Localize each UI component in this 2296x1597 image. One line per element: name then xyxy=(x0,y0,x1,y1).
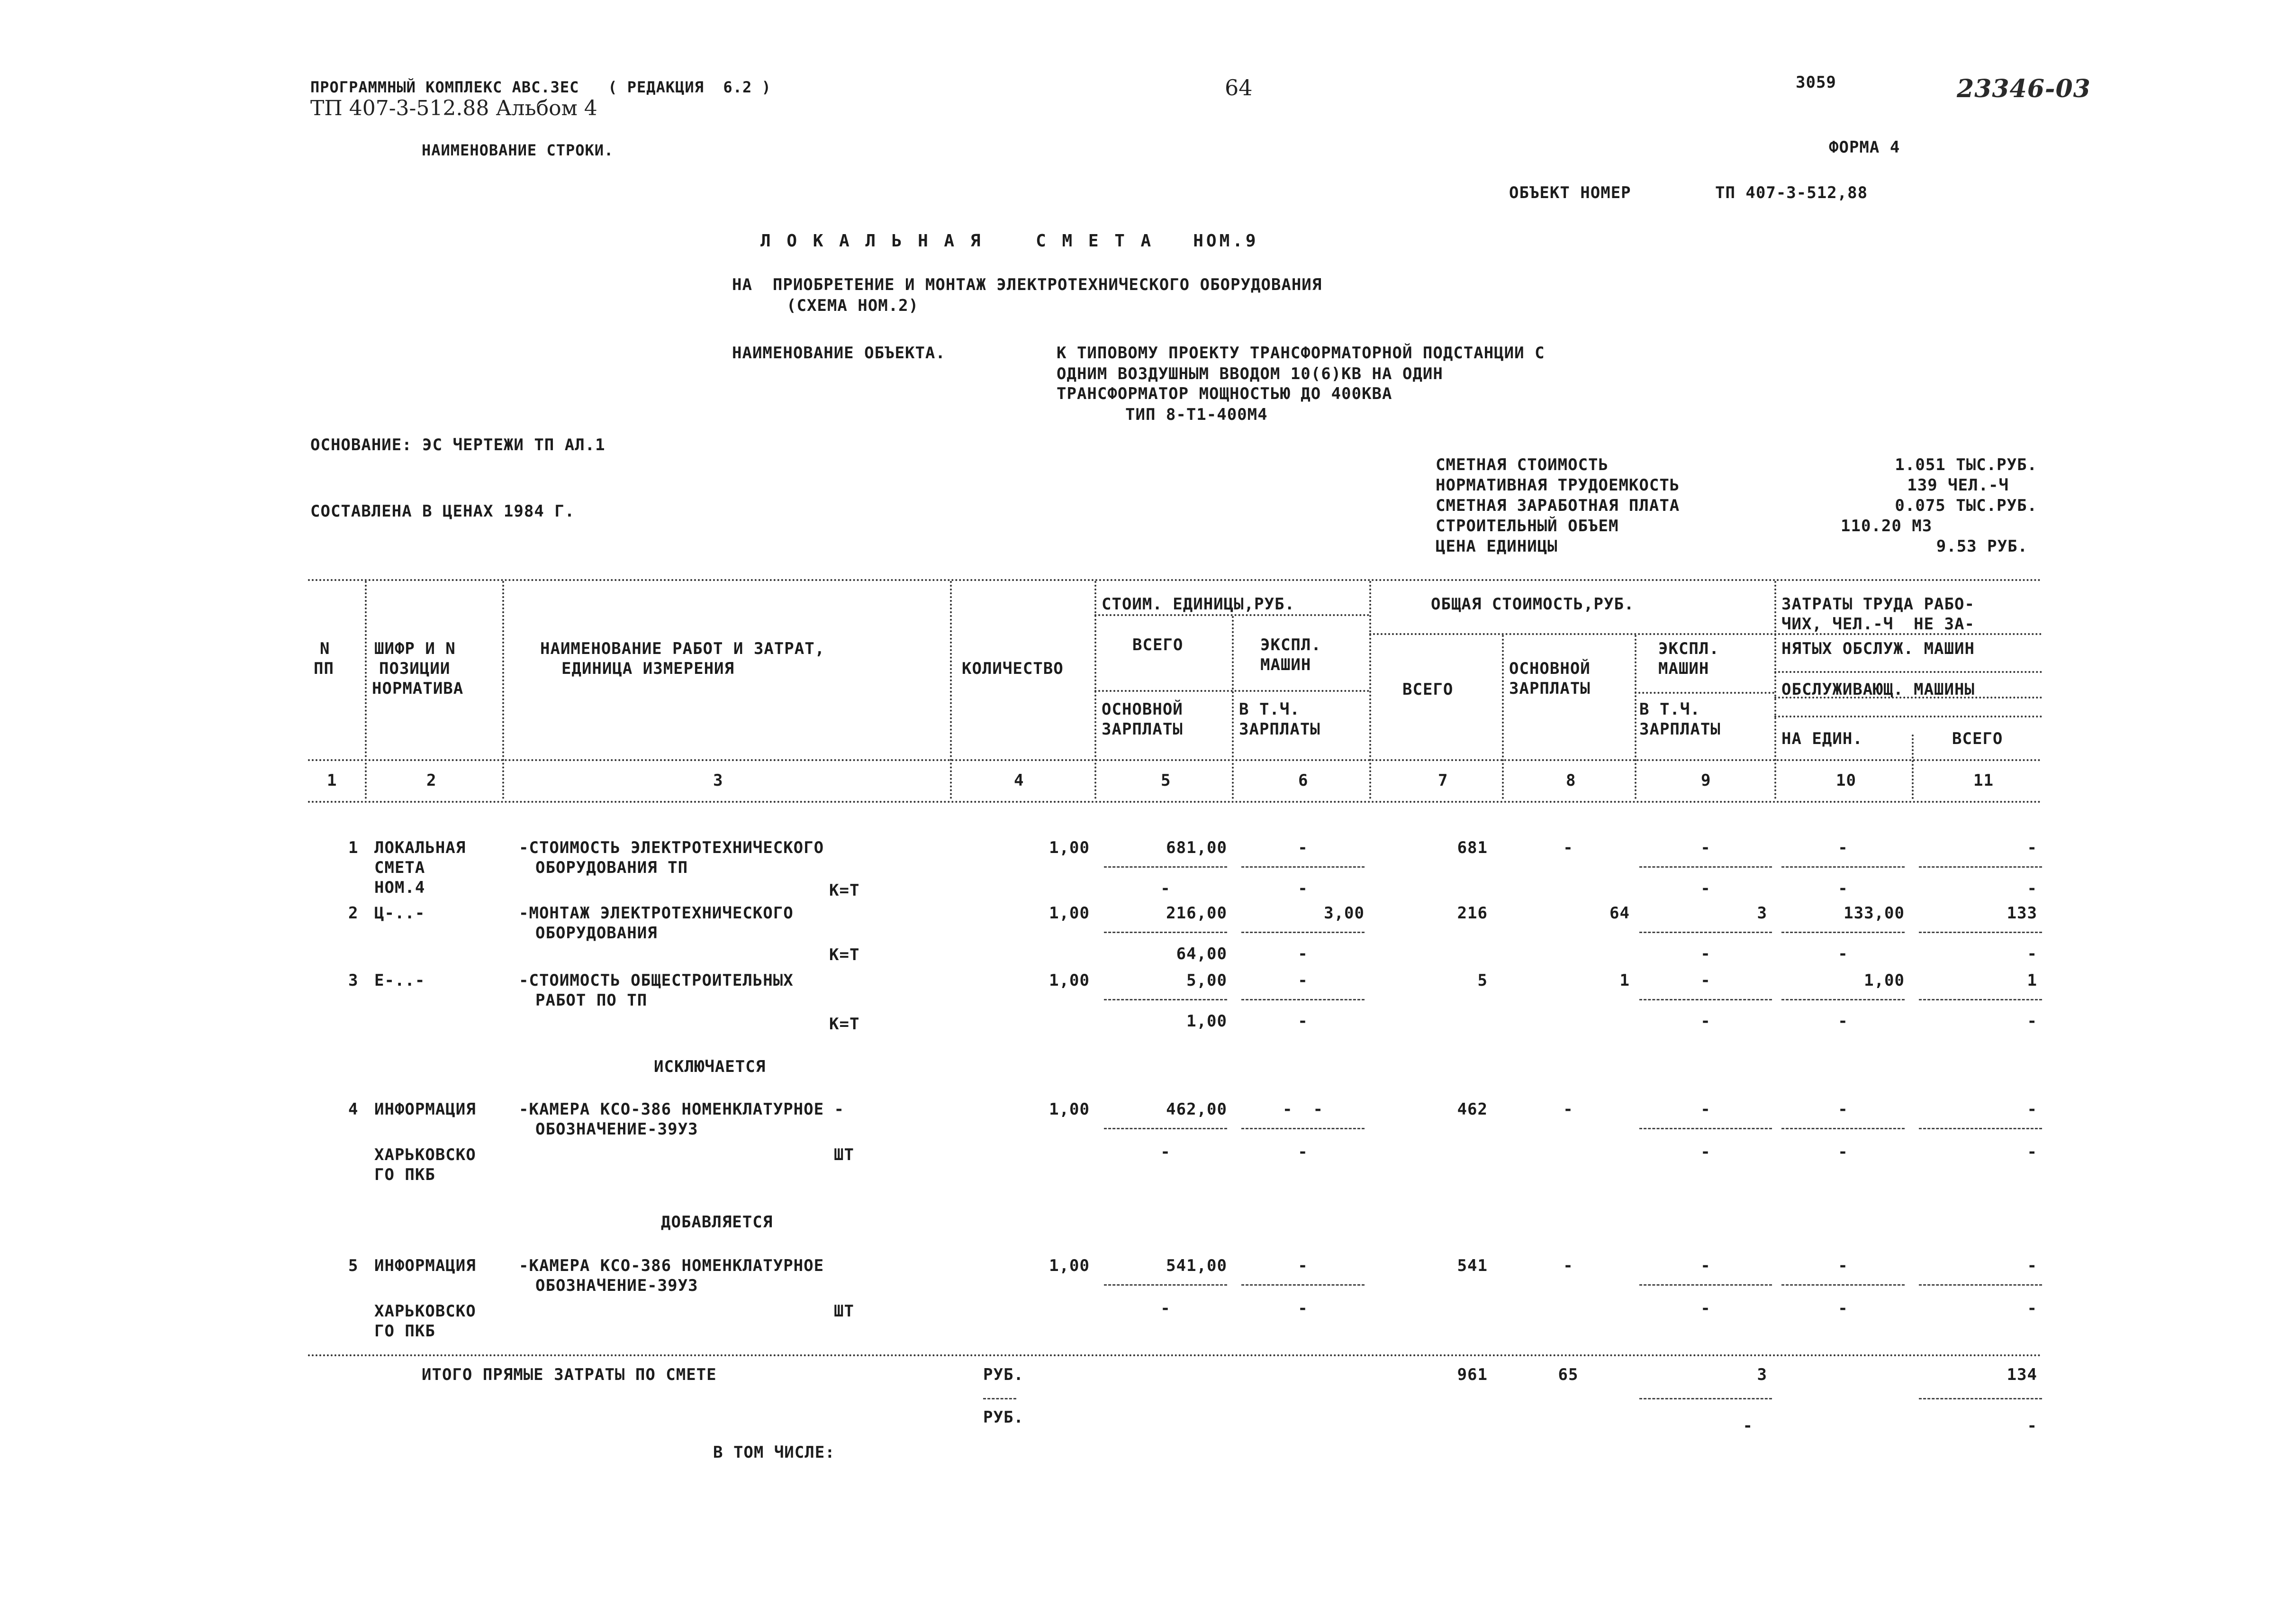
cell-rule xyxy=(1781,1284,1905,1286)
total-machine-wage: - xyxy=(1700,1143,1711,1161)
cell-rule xyxy=(1241,932,1365,933)
cell-rule xyxy=(1919,866,2042,868)
col6-header: МАШИН xyxy=(1260,655,1311,674)
column-divider xyxy=(1635,635,1636,799)
unit-machines: - xyxy=(1298,838,1308,857)
cell-rule xyxy=(1241,866,1365,868)
total: 5 xyxy=(1477,971,1488,990)
labor-per-unit: - xyxy=(1838,1256,1848,1275)
row-name-label: НАИМЕНОВАНИЕ СТРОКИ. xyxy=(422,141,614,159)
labor-total-b: - xyxy=(2027,1299,2037,1318)
labor-total-b: - xyxy=(2027,1012,2037,1031)
totals-labor-b: - xyxy=(2027,1416,2037,1435)
summary-value: 0.075 ТЫС.РУБ. xyxy=(1895,496,2037,515)
col1-header: ПП xyxy=(314,659,334,678)
object-line-4: ТИП 8-Т1-400М4 xyxy=(1125,405,1268,424)
row-number: 5 xyxy=(348,1256,359,1275)
totals-machine-wage: - xyxy=(1743,1416,1753,1435)
labor-per-unit-b: - xyxy=(1838,1012,1848,1031)
unit-wage: 64,00 xyxy=(1176,944,1227,963)
total-machines: - xyxy=(1700,971,1711,990)
cell-rule xyxy=(1919,1284,2042,1286)
sheet-code: 3059 xyxy=(1796,73,1836,92)
unit-total: 462,00 xyxy=(1166,1100,1227,1119)
object-line-3: ТРАНСФОРМАТОР МОЩНОСТЬЮ ДО 400КВА xyxy=(1057,384,1392,403)
total-cost-header: ОБЩАЯ СТОИМОСТЬ,РУБ. xyxy=(1431,595,1635,614)
summary-value: 1.051 ТЫС.РУБ. xyxy=(1895,455,2037,474)
total-wage: 64 xyxy=(1609,904,1630,923)
row-coefficient: К=Т xyxy=(829,881,860,900)
row-number: 3 xyxy=(348,971,359,990)
labor-per-unit-b: - xyxy=(1838,944,1848,963)
row-coefficient: К=Т xyxy=(829,945,860,964)
row-code: Ц-..- xyxy=(374,904,425,923)
col2-header: ПОЗИЦИИ xyxy=(379,659,451,678)
cell-rule xyxy=(1781,866,1905,868)
row-code: ГО ПКБ xyxy=(374,1322,435,1341)
total-machine-wage: - xyxy=(1700,1012,1711,1031)
row-description: ОБОРУДОВАНИЯ ТП xyxy=(535,858,688,877)
labor-total: - xyxy=(2027,838,2037,857)
subheader-rule xyxy=(1774,716,2042,717)
unit-machines: - xyxy=(1298,971,1308,990)
row-number: 4 xyxy=(348,1100,359,1119)
column-divider xyxy=(1369,581,1371,799)
labor-header: ОБСЛУЖИВАЮЩ. МАШИНЫ xyxy=(1781,680,1975,699)
total-wage: - xyxy=(1563,838,1573,857)
col7-header: ВСЕГО xyxy=(1402,680,1454,699)
row-description: ОБОЗНАЧЕНИЕ-39У3 xyxy=(535,1120,698,1139)
row-code: ИНФОРМАЦИЯ xyxy=(374,1256,476,1275)
unit-total: 5,00 xyxy=(1186,971,1227,990)
column-divider xyxy=(1912,735,1914,799)
page-number: 64 xyxy=(1225,75,1253,100)
col11-header: ВСЕГО xyxy=(1952,729,2003,748)
cell-rule xyxy=(1241,999,1365,1000)
purpose-line-2: (СХЕМА НОМ.2) xyxy=(786,296,919,315)
cell-rule xyxy=(1919,1128,2042,1129)
col1-header: N xyxy=(320,639,330,658)
cell-rule xyxy=(1241,1284,1365,1286)
row-coefficient: К=Т xyxy=(829,1015,860,1034)
cell-rule xyxy=(1639,999,1772,1000)
quantity: 1,00 xyxy=(1049,904,1090,923)
labor-total: 1 xyxy=(2027,971,2037,990)
col8-header: ОСНОВНОЙ xyxy=(1509,659,1591,678)
labor-total-b: - xyxy=(2027,944,2037,963)
totals-machines: 3 xyxy=(1757,1365,1767,1384)
object-line-1: К ТИПОВОМУ ПРОЕКТУ ТРАНСФОРМАТОРНОЙ ПОДСТАНЦИИ С xyxy=(1057,344,1545,363)
unit-wage: - xyxy=(1160,1299,1171,1318)
labor-total: - xyxy=(2027,1256,2037,1275)
totals-unit: РУБ. xyxy=(983,1408,1024,1427)
labor-per-unit-b: - xyxy=(1838,1299,1848,1318)
totals-labor: 134 xyxy=(2007,1365,2037,1384)
col6-header: ЗАРПЛАТЫ xyxy=(1239,720,1320,739)
total-machines: 3 xyxy=(1757,904,1767,923)
col-number: 8 xyxy=(1566,771,1576,790)
subheader-rule xyxy=(1774,671,2042,673)
unit-machines: - xyxy=(1298,1256,1308,1275)
summary-label: НОРМАТИВНАЯ ТРУДОЕМКОСТЬ xyxy=(1436,476,1680,495)
cell-rule xyxy=(1639,1128,1772,1129)
total-wage: 1 xyxy=(1619,971,1630,990)
total: 541 xyxy=(1457,1256,1488,1275)
row-code: ХАРЬКОВСКО xyxy=(374,1145,476,1164)
document-heading: Л О К А Л Ь Н А Я С М Е Т А НОМ.9 xyxy=(760,231,1259,251)
row-number: 1 xyxy=(348,838,359,857)
col5-header: ОСНОВНОЙ xyxy=(1102,700,1183,719)
col-number: 11 xyxy=(1973,771,1994,790)
total-machine-wage: - xyxy=(1700,944,1711,963)
col-number: 9 xyxy=(1701,771,1711,790)
unit-machine-wage: - xyxy=(1298,1012,1308,1031)
totals-rule xyxy=(308,1354,2042,1356)
cell-rule xyxy=(1639,1284,1772,1286)
totals-label: ИТОГО ПРЯМЫЕ ЗАТРАТЫ ПО СМЕТЕ xyxy=(422,1365,717,1384)
unit-machine-wage: - xyxy=(1298,1299,1308,1318)
unit-machine-wage: - xyxy=(1298,944,1308,963)
summary-label: СМЕТНАЯ СТОИМОСТЬ xyxy=(1436,455,1609,474)
cell-rule xyxy=(1639,932,1772,933)
row-description: -СТОИМОСТЬ ОБЩЕСТРОИТЕЛЬНЫХ xyxy=(519,971,794,990)
summary-value: 110.20 М3 xyxy=(1841,517,1933,535)
col6-header: В Т.Ч. xyxy=(1239,700,1300,719)
labor-total: - xyxy=(2027,1100,2037,1119)
col8-header: ЗАРПЛАТЫ xyxy=(1509,679,1591,698)
summary-value: 9.53 РУБ. xyxy=(1936,537,2028,556)
unit-wage: 1,00 xyxy=(1186,1012,1227,1031)
col-number: 5 xyxy=(1161,771,1171,790)
col5-header: ВСЕГО xyxy=(1132,635,1184,654)
col-number: 10 xyxy=(1836,771,1856,790)
row-code: ИНФОРМАЦИЯ xyxy=(374,1100,476,1119)
row-code: Е-..- xyxy=(374,971,425,990)
quantity: 1,00 xyxy=(1049,1100,1090,1119)
total-wage: - xyxy=(1563,1100,1573,1119)
row-code: НОМ.4 xyxy=(374,878,425,897)
handwritten-id: 23346-03 xyxy=(1957,74,2091,103)
col5-header: ЗАРПЛАТЫ xyxy=(1102,720,1183,739)
labor-per-unit: - xyxy=(1838,1100,1848,1119)
cell-rule xyxy=(1781,1128,1905,1129)
totals-unit: РУБ. xyxy=(983,1365,1024,1384)
total-machines: - xyxy=(1700,838,1711,857)
row-description: -СТОИМОСТЬ ЭЛЕКТРОТЕХНИЧЕСКОГО xyxy=(519,838,824,857)
cell-rule xyxy=(1104,1128,1227,1129)
total: 681 xyxy=(1457,838,1488,857)
cell-rule xyxy=(1104,932,1227,933)
excluded-label: ИСКЛЮЧАЕТСЯ xyxy=(654,1057,766,1076)
cell-rule xyxy=(1919,1398,2042,1399)
labor-total-b: - xyxy=(2027,879,2037,898)
col2-header: НОРМАТИВА xyxy=(372,679,464,698)
row-unit: ШТ xyxy=(834,1145,854,1164)
header-rule xyxy=(308,759,2042,761)
totals-total: 961 xyxy=(1457,1365,1488,1384)
col3-header: ЕДИНИЦА ИЗМЕРЕНИЯ xyxy=(561,659,734,678)
cell-rule xyxy=(1781,932,1905,933)
labor-header: НЯТЫХ ОБСЛУЖ. МАШИН xyxy=(1781,639,1975,658)
row-code: СМЕТА xyxy=(374,858,425,877)
col-number: 3 xyxy=(713,771,723,790)
cell-rule xyxy=(1104,999,1227,1000)
quantity: 1,00 xyxy=(1049,838,1090,857)
row-description: ОБОРУДОВАНИЯ xyxy=(535,924,658,943)
total-machine-wage: - xyxy=(1700,879,1711,898)
cell-rule xyxy=(1639,1398,1772,1399)
col10-header: НА ЕДИН. xyxy=(1781,729,1863,748)
unit-wage: - xyxy=(1160,1143,1171,1161)
column-divider xyxy=(502,581,504,799)
col9-header: МАШИН xyxy=(1658,659,1709,678)
col-number: 7 xyxy=(1438,771,1448,790)
unit-machine-wage: - xyxy=(1298,1143,1308,1161)
labor-per-unit: 1,00 xyxy=(1864,971,1905,990)
col6-header: ЭКСПЛ. xyxy=(1260,635,1321,654)
album-title: ТП 407-3-512.88 Альбом 4 xyxy=(310,96,597,120)
column-divider xyxy=(1502,635,1504,799)
labor-header: ЧИХ, ЧЕЛ.-Ч НЕ ЗА- xyxy=(1781,615,1975,634)
unit-wage: - xyxy=(1160,879,1171,898)
summary-value: 139 ЧЕЛ.-Ч xyxy=(1907,476,2009,495)
object-number-label: ОБЪЕКТ НОМЕР xyxy=(1509,183,1631,202)
column-divider xyxy=(1774,581,1776,799)
totals-wage: 65 xyxy=(1558,1365,1579,1384)
object-label: НАИМЕНОВАНИЕ ОБЪЕКТА. xyxy=(732,344,946,363)
labor-total: 133 xyxy=(2007,904,2037,923)
row-code: ЛОКАЛЬНАЯ xyxy=(374,838,466,857)
unit-total: 541,00 xyxy=(1166,1256,1227,1275)
object-number: ТП 407-3-512,88 xyxy=(1715,183,1868,202)
col-number: 6 xyxy=(1298,771,1309,790)
cell-rule xyxy=(1241,1128,1365,1129)
labor-per-unit-b: - xyxy=(1838,879,1848,898)
col2-header: ШИФР И N xyxy=(374,639,456,658)
quantity: 1,00 xyxy=(1049,1256,1090,1275)
added-label: ДОБАВЛЯЕТСЯ xyxy=(661,1213,773,1232)
summary-label: СМЕТНАЯ ЗАРАБОТНАЯ ПЛАТА xyxy=(1436,496,1680,515)
row-code: ХАРЬКОВСКО xyxy=(374,1302,476,1321)
row-description: ОБОЗНАЧЕНИЕ-39У3 xyxy=(535,1276,698,1295)
col9-header: ЗАРПЛАТЫ xyxy=(1639,720,1721,739)
unit-machines: - - xyxy=(1283,1100,1323,1119)
row-number: 2 xyxy=(348,904,359,923)
col-number: 1 xyxy=(327,771,337,790)
row-description: -МОНТАЖ ЭЛЕКТРОТЕХНИЧЕСКОГО xyxy=(519,904,794,923)
unit-total: 216,00 xyxy=(1166,904,1227,923)
including-label: В ТОМ ЧИСЛЕ: xyxy=(713,1443,835,1462)
object-line-2: ОДНИМ ВОЗДУШНЫМ ВВОДОМ 10(6)КВ НА ОДИН xyxy=(1057,364,1443,383)
col-number: 2 xyxy=(426,771,437,790)
row-description: РАБОТ ПО ТП xyxy=(535,991,648,1010)
total-wage: - xyxy=(1563,1256,1573,1275)
program-name: ПРОГРАММНЫЙ КОМПЛЕКС АВС.3ЕС ( РЕДАКЦИЯ 6.2 ) xyxy=(310,78,771,96)
subheader-rule xyxy=(1094,614,1369,616)
labor-total-b: - xyxy=(2027,1143,2037,1161)
col9-header: В Т.Ч. xyxy=(1639,700,1700,719)
col-number: 4 xyxy=(1014,771,1024,790)
prices-text: СОСТАВЛЕНА В ЦЕНАХ 1984 Г. xyxy=(310,502,575,521)
purpose-line-1: НА ПРИОБРЕТЕНИЕ И МОНТАЖ ЭЛЕКТРОТЕХНИЧЕСКОГО ОБОРУДОВАНИЯ xyxy=(732,275,1322,294)
unit-machine-wage: - xyxy=(1298,879,1308,898)
total-machine-wage: - xyxy=(1700,1299,1711,1318)
row-code: ГО ПКБ xyxy=(374,1165,435,1184)
col9-header: ЭКСПЛ. xyxy=(1658,639,1719,658)
summary-label: ЦЕНА ЕДИНИЦЫ xyxy=(1436,537,1558,556)
basis-text: ОСНОВАНИЕ: ЭС ЧЕРТЕЖИ ТП АЛ.1 xyxy=(310,436,606,454)
cell-rule xyxy=(1639,866,1772,868)
column-divider xyxy=(365,581,367,799)
quantity: 1,00 xyxy=(1049,971,1090,990)
form-label: ФОРМА 4 xyxy=(1829,138,1900,157)
total: 216 xyxy=(1457,904,1488,923)
total-machines: - xyxy=(1700,1256,1711,1275)
subheader-rule xyxy=(1635,692,1774,694)
col4-header: КОЛИЧЕСТВО xyxy=(962,659,1064,678)
cell-rule xyxy=(1104,1284,1227,1286)
summary-label: СТРОИТЕЛЬНЫЙ ОБЪЕМ xyxy=(1436,517,1619,535)
cell-rule xyxy=(1919,999,2042,1000)
unit-total: 681,00 xyxy=(1166,838,1227,857)
total: 462 xyxy=(1457,1100,1488,1119)
column-divider xyxy=(1232,616,1234,799)
column-divider xyxy=(950,581,952,799)
labor-per-unit-b: - xyxy=(1838,1143,1848,1161)
labor-per-unit: - xyxy=(1838,838,1848,857)
unit-machines: 3,00 xyxy=(1324,904,1365,923)
labor-per-unit: 133,00 xyxy=(1844,904,1905,923)
number-row-rule xyxy=(308,801,2042,803)
cell-rule xyxy=(1781,999,1905,1000)
cell-rule xyxy=(1919,932,2042,933)
subheader-rule xyxy=(1094,690,1369,692)
row-description: -КАМЕРА КСО-386 НОМЕНКЛАТУРНОЕ - xyxy=(519,1100,845,1119)
table-top-rule xyxy=(308,579,2042,581)
col3-header: НАИМЕНОВАНИЕ РАБОТ И ЗАТРАТ, xyxy=(540,639,825,658)
total-machines: - xyxy=(1700,1100,1711,1119)
row-description: -КАМЕРА КСО-386 НОМЕНКЛАТУРНОЕ xyxy=(519,1256,824,1275)
cell-rule xyxy=(983,1398,1016,1399)
cell-rule xyxy=(1104,866,1227,868)
unit-cost-header: СТОИМ. ЕДИНИЦЫ,РУБ. xyxy=(1102,595,1295,614)
row-unit: ШТ xyxy=(834,1302,854,1321)
labor-header: ЗАТРАТЫ ТРУДА РАБО- xyxy=(1781,595,1975,614)
